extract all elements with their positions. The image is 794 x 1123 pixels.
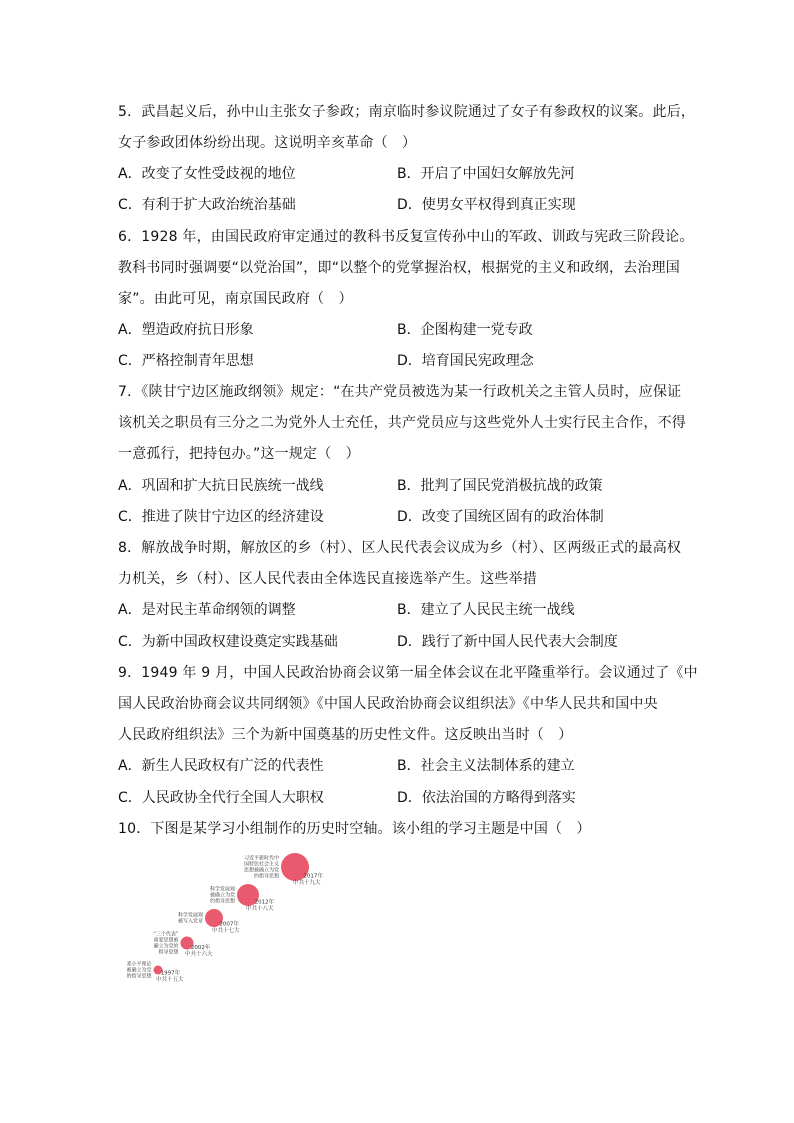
q7-option-c[interactable]: C．推进了陕甘宁边区的经济建设 (118, 509, 324, 525)
timeline-label-1-line-3: 的指导思想 (126, 973, 152, 980)
q6-option-b[interactable]: B．企图构建一党专政 (397, 322, 533, 338)
q5-line-1: 5．武昌起义后，孙中山主张女子参政；南京临时参议院通过了女子有参政权的议案。此后， (118, 104, 696, 120)
timeline-congress-3: 中共十七大 (212, 927, 240, 934)
timeline-year-1: 1997年 (160, 970, 181, 977)
timeline-year-4: 2012年 (254, 899, 275, 906)
history-timeline-figure (118, 840, 378, 990)
q9-line-1: 9．1949 年 9 月，中国人民政治协商会议第一届全体会议在北平隆重举行。会议通过了《中 (118, 665, 698, 681)
q10-line-1: 10．下图是某学习小组制作的历史时空轴。该小组的学习主题是中国（ ） (118, 821, 591, 837)
timeline-congress-5: 中共十九大 (293, 879, 321, 886)
timeline-label-3-line-1: 科学发展观 (177, 912, 203, 919)
timeline-congress-4: 中共十八大 (246, 906, 274, 913)
q8-line-2: 力机关，乡（村）、区人民代表由全体选民直接选举产生。这些举措 (118, 571, 537, 587)
q7-line-1: 7．《陕甘宁边区施政纲领》规定：“在共产党员被选为某一行政机关之主管人员时，应保证 (118, 384, 682, 400)
timeline-label-5-line-4: 的指导思想 (253, 873, 279, 880)
q8-option-d[interactable]: D．践行了新中国人民代表大会制度 (397, 634, 618, 650)
timeline-year-3: 2007年 (219, 921, 239, 928)
timeline-year-5: 2017年 (303, 873, 323, 880)
q7-option-a[interactable]: A．巩固和扩大抗日民族统一战线 (118, 478, 324, 494)
timeline-svg (118, 840, 378, 990)
q9-line-2: 国人民政治协商会议共同纲领》《中国人民政治协商会议组织法》《中华人民共和国中央 (118, 696, 658, 712)
timeline-label-2-line-2: 重要思想被 (153, 937, 179, 944)
timeline-congress-1: 中共十五大 (156, 977, 184, 984)
timeline-label-1-line-2: 被确立为党 (126, 967, 152, 974)
q7-line-3: 一意孤行，把持包办。”这一规定（ ） (118, 446, 360, 462)
q5-option-a[interactable]: A．改变了女性受歧视的地位 (118, 166, 296, 182)
q6-line-3: 家”。由此可见，南京国民政府（ ） (118, 291, 353, 307)
q8-option-b[interactable]: B．建立了人民民主统一战线 (397, 602, 575, 618)
timeline-label-2-line-1: “三个代表” (153, 931, 179, 938)
timeline-label-5-line-1: 习近平新时代中 (243, 855, 279, 862)
q9-line-3: 人民政府组织法》三个为新中国奠基的历史性文件。这反映出当时（ ） (118, 727, 573, 743)
q5-option-d[interactable]: D．使男女平权得到真正实现 (397, 197, 576, 213)
timeline-label-2-line-4: 指导思想 (158, 949, 179, 956)
timeline-year-2: 2002年 (190, 944, 211, 951)
q5-option-b[interactable]: B．开启了中国妇女解放先河 (397, 166, 575, 182)
q9-option-b[interactable]: B．社会主义法制体系的建立 (397, 758, 575, 774)
q7-option-d[interactable]: D．改变了国统区固有的政治体制 (397, 509, 604, 525)
q9-option-d[interactable]: D．依法治国的方略得到落实 (397, 790, 576, 806)
timeline-label-5-line-3: 思想被确立为党 (243, 867, 279, 874)
q7-line-2: 该机关之职员有三分之二为党外人士充任，共产党员应与这些党外人士实行民主合作，不得 (118, 415, 686, 431)
q8-line-1: 8．解放战争时期，解放区的乡（村）、区人民代表会议成为乡（村）、区两级正式的最高权 (118, 540, 682, 556)
q8-option-c[interactable]: C．为新中国政权建设奠定实践基础 (118, 634, 338, 650)
q8-option-a[interactable]: A．是对民主革命纲领的调整 (118, 602, 296, 618)
timeline-label-5-line-2: 国特色社会主义 (243, 861, 279, 868)
q6-line-1: 6．1928 年，由国民政府审定通过的教科书反复宣传孙中山的军政、训政与宪政三阶段论。 (118, 229, 694, 245)
q6-option-c[interactable]: C．严格控制青年思想 (118, 353, 254, 369)
q9-option-a[interactable]: A．新生人民政权有广泛的代表性 (118, 758, 324, 774)
timeline-label-4-line-3: 的指导思想 (209, 898, 235, 905)
timeline-label-4-line-2: 被确立为党 (209, 892, 235, 899)
q9-option-c[interactable]: C．人民政协全代行全国人大职权 (118, 790, 324, 806)
q6-option-d[interactable]: D．培育国民宪政理念 (397, 353, 534, 369)
timeline-label-3-line-2: 被写入党章 (177, 918, 203, 925)
q5-line-2: 女子参政团体纷纷出现。这说明辛亥革命（ ） (118, 135, 417, 151)
timeline-label-1-line-1: 邓小平理论 (126, 961, 152, 968)
q7-option-b[interactable]: B．批判了国民党消极抗战的政策 (397, 478, 603, 494)
timeline-congress-2: 中共十六大 (185, 951, 213, 958)
timeline-label-2-line-3: 确立为党的 (153, 943, 179, 950)
q6-line-2: 教科书同时强调要“以党治国”，即“以整个的党掌握治权，根据党的主义和政纲，去治理国 (118, 260, 680, 276)
q5-option-c[interactable]: C．有利于扩大政治统治基础 (118, 197, 296, 213)
timeline-label-4-line-1: 科学发展观 (209, 886, 235, 893)
q6-option-a[interactable]: A．塑造政府抗日形象 (118, 322, 254, 338)
